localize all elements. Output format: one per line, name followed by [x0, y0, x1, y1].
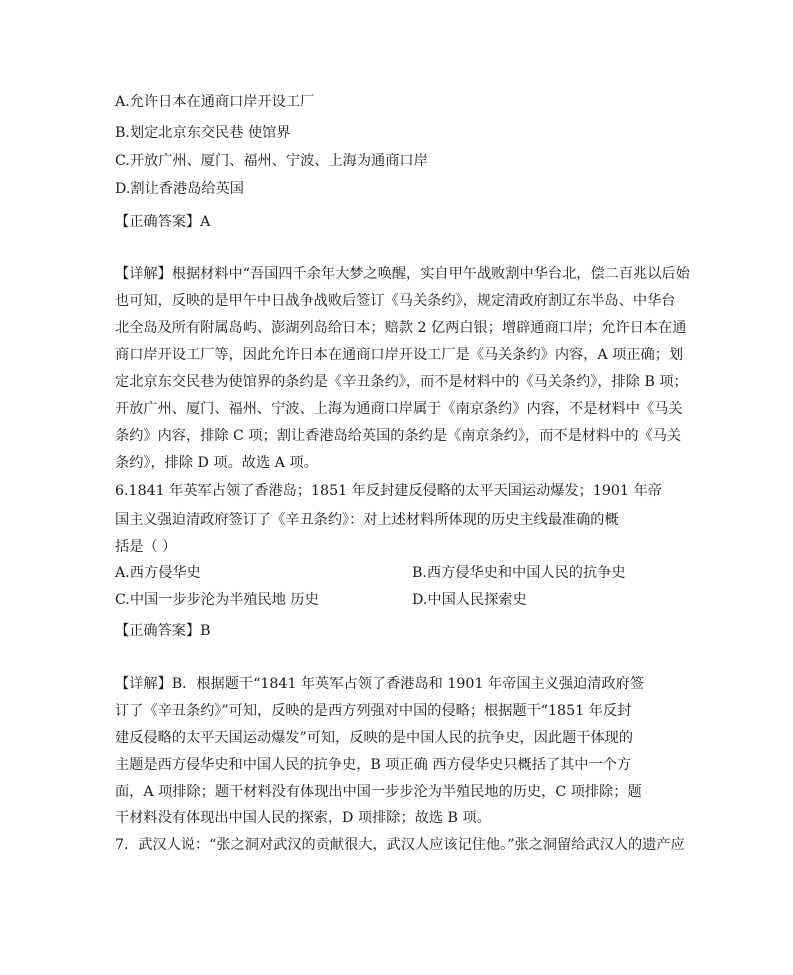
q5-explanation-line: 商口岸开设工厂等，因此允许日本在通商口岸开设工厂是《马关条约》内容，A 项正确；划 [115, 347, 684, 363]
q6-answer: 【正确答案】B [115, 623, 211, 639]
q6-explanation-line: 干材料没有体现出中国人民的探索，D 项排除；故选 B 项。 [115, 810, 491, 826]
q5-explanation-line: 北全岛及所有附属岛屿、澎湖列岛给日本；赔款 2 亿两白银；增辟通商口岸；允许日本在通 [115, 320, 687, 336]
q5-option-c: C.开放广州、厦门、福州、宁波、上海为通商口岸 [115, 153, 428, 169]
q5-option-a: A.允许日本在通商口岸开设工厂 [115, 94, 315, 110]
q6-stem-line: 6.1841 年英军占领了香港岛；1851 年反封建反侵略的太平天国运动爆发；1901 年帝 [115, 483, 662, 499]
q5-option-d: D.割让香港岛给英国 [115, 181, 244, 197]
q5-explanation-line: 定北京东交民巷为使馆界的条约是《辛丑条约》，而不是材料中的《马关条约》，排除 B 项； [115, 374, 688, 390]
q7-stem: 7．武汉人说：“张之洞对武汉的贡献很大，武汉人应该记住他。”张之洞留给武汉人的遗产应 [115, 837, 685, 853]
q6-option-d: D.中国人民探索史 [412, 592, 527, 608]
q6-explanation-line: 主题是西方侵华史和中国人民的抗争史，B 项正确 西方侵华史只概括了其中一个方 [115, 757, 632, 773]
q5-option-b: B.划定北京东交民巷 使馆界 [115, 125, 291, 141]
q6-option-a: A.西方侵华史 [115, 565, 201, 581]
q6-stem-line: 括是（ ） [115, 539, 177, 555]
q5-explanation-line: 开放广州、厦门、福州、宁波、上海为通商口岸属于《南京条约》内容，不是材料中《马关 [115, 401, 683, 417]
q5-answer: 【正确答案】A [115, 214, 211, 230]
q6-option-c: C.中国一步步沦为半殖民地 历史 [115, 592, 319, 608]
q5-explanation-line: 【详解】根据材料中“吾国四千余年大梦之唤醒，实自甲午战败割中华台北，偿二百兆以后始 [115, 266, 690, 282]
q6-explanation-line: 建反侵略的太平天国运动爆发”可知，反映的是中国人民的抗争史，因此题干体现的 [115, 730, 634, 746]
q5-explanation-line: 条约》，排除 D 项。故选 A 项。 [115, 455, 318, 471]
q5-explanation-line: 也可知，反映的是甲午中日战争战败后签订《马关条约》，规定清政府割辽东半岛、中华台 [115, 293, 676, 309]
q6-explanation-line: 【详解】B．根据题干“1841 年英军占领了香港岛和 1901 年帝国主义强迫清政府签 [115, 676, 645, 692]
q5-explanation-line: 条约》内容，排除 C 项；割让香港岛给英国的条约是《南京条约》，而不是材料中的《马关 [115, 428, 682, 444]
q6-stem-line: 国主义强迫清政府签订了《辛丑条约》：对上述材料所体现的历史主线最准确的概 [115, 512, 619, 528]
q6-explanation-line: 面，A 项排除；题干材料没有体现出中国一步步沦为半殖民地的历史，C 项排除；题 [115, 784, 642, 800]
q6-explanation-line: 订了《辛丑条约》”可知，反映的是西方列强对中国的侵略；根据题干“1851 年反封 [115, 703, 632, 719]
q6-option-b: B.西方侵华史和中国人民的抗争史 [412, 565, 626, 581]
